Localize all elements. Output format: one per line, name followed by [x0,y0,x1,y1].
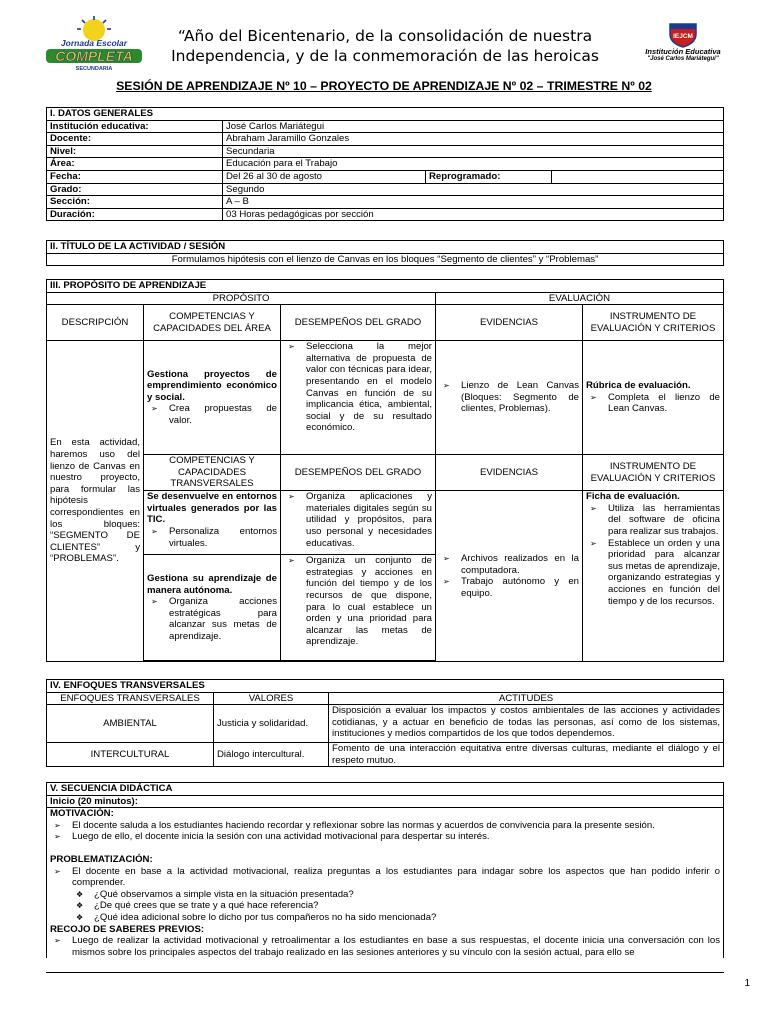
competencias-transversales-header: COMPETENCIAS Y CAPACIDADES TRANSVERSALES [144,455,281,491]
competencia-area-cell [144,341,281,455]
section-heading: IV. ENFOQUES TRANSVERSALES [47,680,724,693]
desempenos-header: DESEMPEÑOS DEL GRADO [281,305,436,341]
actitud-cell: Disposición a evaluar los impactos y costos ambientales de las acciones y actividades cotidianas, y a actuar en beneficio de todas las personas, así como de los sistemas, instituciones y medios compartidos de los que todos dependemos. [329,705,724,743]
competencia-text: Gestiona su aprendizaje de manera autónoma. [147,572,277,596]
actitudes-header: ACTITUDES [329,692,724,705]
institution-name: Institución Educativa [645,47,721,56]
criterio-item: ➢ Establece un orden y una prioridad para alcanzar sus metas de aprendizaje, organizando estrategias y acciones en función del tiempo y de los recursos. [586,538,720,608]
evaluacion-header: EVALUACIÓN [436,292,724,305]
capacidad-item: ➢ Crea propuestas de valor. [147,403,277,426]
valores-header: VALORES [214,692,329,705]
motto-text: “Año del Bicentenario, de la consolidación de nuestra Independencia, y de la conmemoración de las heroicas [171,27,599,65]
enfoques-header: ENFOQUES TRANSVERSALES [47,692,214,705]
desempeno-transversal-cell [281,491,436,555]
field-value [552,170,724,183]
question-item: ❖ ¿Qué idea adicional sobre lo dicho por tus compañeros no ha sido mencionada? [50,912,720,924]
field-label: Área: [47,158,223,171]
descripcion-header: DESCRIPCIÓN [47,305,144,341]
field-value: A – B [223,196,724,209]
field-label: Institución educativa: [47,120,223,133]
evidencia-item: ➢ Archivos realizados en la computadora. [439,553,579,576]
valor-cell: Diálogo intercultural. [214,743,329,767]
motivacion-item: ➢ El docente saluda a los estudiantes haciendo recordar y reflexionar sobre las normas y acuerdos de convivencia para la presente sesión. [50,820,720,832]
motivacion-label: MOTIVACIÓN: [50,808,114,820]
competencias-area-header: COMPETENCIAS Y CAPACIDADES DEL ÁREA [144,305,281,341]
page-title: SESIÓN DE APRENDIZAJE Nº 10 – PROYECTO DE APRENDIZAJE Nº 02 – TRIMESTRE Nº 02 [116,79,652,93]
capacidad-item: ➢ Personaliza entornos virtuales. [147,526,277,549]
field-label: Fecha: [47,170,223,183]
field-value: Secundaria [223,145,724,158]
instrumento-transversal-cell [583,491,724,662]
field-label: Reprogramado: [426,170,552,183]
enfoques-section [46,679,724,767]
field-label: Nivel: [47,145,223,158]
desempeno-transversal-cell [281,555,436,661]
institution-shield-icon [668,22,698,48]
instrumento-text: Rúbrica de evaluación. [586,380,691,392]
datos-generales-section [46,107,724,221]
secuencia-section [46,782,724,973]
instrumento-area-cell [583,341,724,455]
proposito-section [46,279,724,662]
svg-text:IEJCM: IEJCM [673,33,693,40]
valor-cell: Justicia y solidaridad. [214,705,329,743]
evidencia-item: ➢ Lienzo de Lean Canvas (Bloques: Segmento de clientes, Problemas). [439,380,579,415]
competencia-text: Gestiona proyectos de emprendimiento económico y social. [147,368,277,403]
secuencia-body [47,808,724,959]
desempeno-area-cell [281,341,436,455]
field-label: Sección: [47,196,223,209]
descripcion-cell: En esta actividad, haremos uso del lienzo de Canvas en nuestro proyecto, para formular las hipótesis correspondientes en los bloques: “SEGMENTO DE CLIENTES” y “PROBLEMAS”. [47,341,144,662]
competencia-transversal-cell [144,555,281,661]
spacer-cell [281,661,436,662]
section-heading: I. DATOS GENERALES [47,108,724,121]
svg-text:Jornada Escolar: Jornada Escolar [60,38,128,48]
criterio-item: ➢ Completa el lienzo de Lean Canvas. [586,392,720,415]
section-heading: II. TÍTULO DE LA ACTIVIDAD / SESIÓN [47,241,724,254]
page-number: 1 [744,978,750,989]
enfoque-cell: INTERCULTURAL [47,743,214,767]
question-item: ❖ ¿De qué crees que se trate y a qué hace referencia? [50,900,720,912]
competencia-transversal-cell [144,491,281,555]
saberes-item: ➢ Luego de realizar la actividad motivacional y retroalimentar a los estudiantes en base a sus respuestas, el docente inicia una conversación con los mismos sobre los principales aspectos del trabajo realizado en las sesiones anteriores y su vínculo con la sesión actual, para ello se [50,935,720,958]
enfoque-cell: AMBIENTAL [47,705,214,743]
criterio-item: ➢ Utiliza las herramientas del software de oficina para realizar sus trabajos. [586,503,720,538]
capacidad-item: ➢ Organiza acciones estratégicas para alcanzar sus metas de aprendizaje. [147,596,277,642]
competencia-text: Se desenvuelve en entornos virtuales generados por las TIC. [147,491,277,526]
desempenos-header: DESEMPEÑOS DEL GRADO [281,455,436,491]
svg-text:SECUNDARIA: SECUNDARIA [75,66,113,72]
field-label: Docente: [47,133,223,146]
institution-logo [636,22,730,68]
desempeno-item: ➢ Selecciona la mejor alternativa de propuesta de valor con técnicas para idear, presentando en el modelo Canvas en función de su implicancia ética, ambiental, social y de su resultado económico. [284,341,432,434]
proposito-header: PROPÓSITO [47,292,436,305]
field-value: José Carlos Mariátegui [223,120,724,133]
problematizacion-item: ➢ El docente en base a la actividad motivacional, realiza preguntas a los estudiantes para indagar sobre los aspectos que han podido inferir o comprender. [50,866,720,889]
instrumento-text: Ficha de evaluación. [586,491,680,503]
field-value: Educación para el Trabajo [223,158,724,171]
jornada-escolar-completa-logo [44,16,144,72]
field-label: Grado: [47,183,223,196]
page-header [0,0,768,78]
field-label: Duración: [47,208,223,221]
instrumento-header: INSTRUMENTO DE EVALUACIÓN Y CRITERIOS [583,305,724,341]
evidencia-area-cell [436,341,583,455]
field-value: Del 26 al 30 de agosto [223,170,426,183]
institution-subname: "José Carlos Mariátegui" [647,56,719,62]
titulo-actividad-section [46,240,724,266]
question-item: ❖ ¿Qué observamos a simple vista en la situación presentada? [50,889,720,901]
saberes-label: RECOJO DE SABERES PREVIOS: [50,923,205,935]
desempeno-item: ➢ Organiza aplicaciones y materiales digitales según su utilidad y propósitos, para uso personal y necesidades educativas. [284,491,432,549]
instrumento-header: INSTRUMENTO DE EVALUACIÓN Y CRITERIOS [583,455,724,491]
svg-text:COMPLETA: COMPLETA [55,48,133,64]
motivacion-item: ➢ Luego de ello, el docente inicia la sesión con una actividad motivacional para despertar su interés. [50,831,720,843]
spacer-cell [144,661,281,662]
evidencias-header: EVIDENCIAS [436,305,583,341]
inicio-heading: Inicio (20 minutos): [47,795,724,808]
field-value: Abraham Jaramillo Gonzales [223,133,724,146]
evidencia-item: ➢ Trabajo autónomo y en equipo. [439,576,579,599]
section-heading: III. PROPÓSITO DE APRENDIZAJE [47,280,724,293]
desempeno-item: ➢ Organiza un conjunto de estrategias y acciones en función del tiempo y de los recursos de que dispone, para lo cual establece un orden y una prioridad para alcanzar las metas de aprendizaje. [284,555,432,648]
section-heading: V. SECUENCIA DIDÁCTICA [47,783,724,796]
evidencias-transversal-cell [436,491,583,662]
field-value: Segundo [223,183,724,196]
problematizacion-label: PROBLEMATIZACIÓN: [50,853,153,865]
activity-title: Formulamos hipótesis con el lienzo de Canvas en los bloques “Segmento de clientes” y “Problemas” [47,253,724,266]
actitud-cell: Fomento de una interacción equitativa entre diversas culturas, mediante el diálogo y el respeto mutuo. [329,743,724,767]
evidencias-header: EVIDENCIAS [436,455,583,491]
field-value: 03 Horas pedagógicas por sección [223,208,724,221]
